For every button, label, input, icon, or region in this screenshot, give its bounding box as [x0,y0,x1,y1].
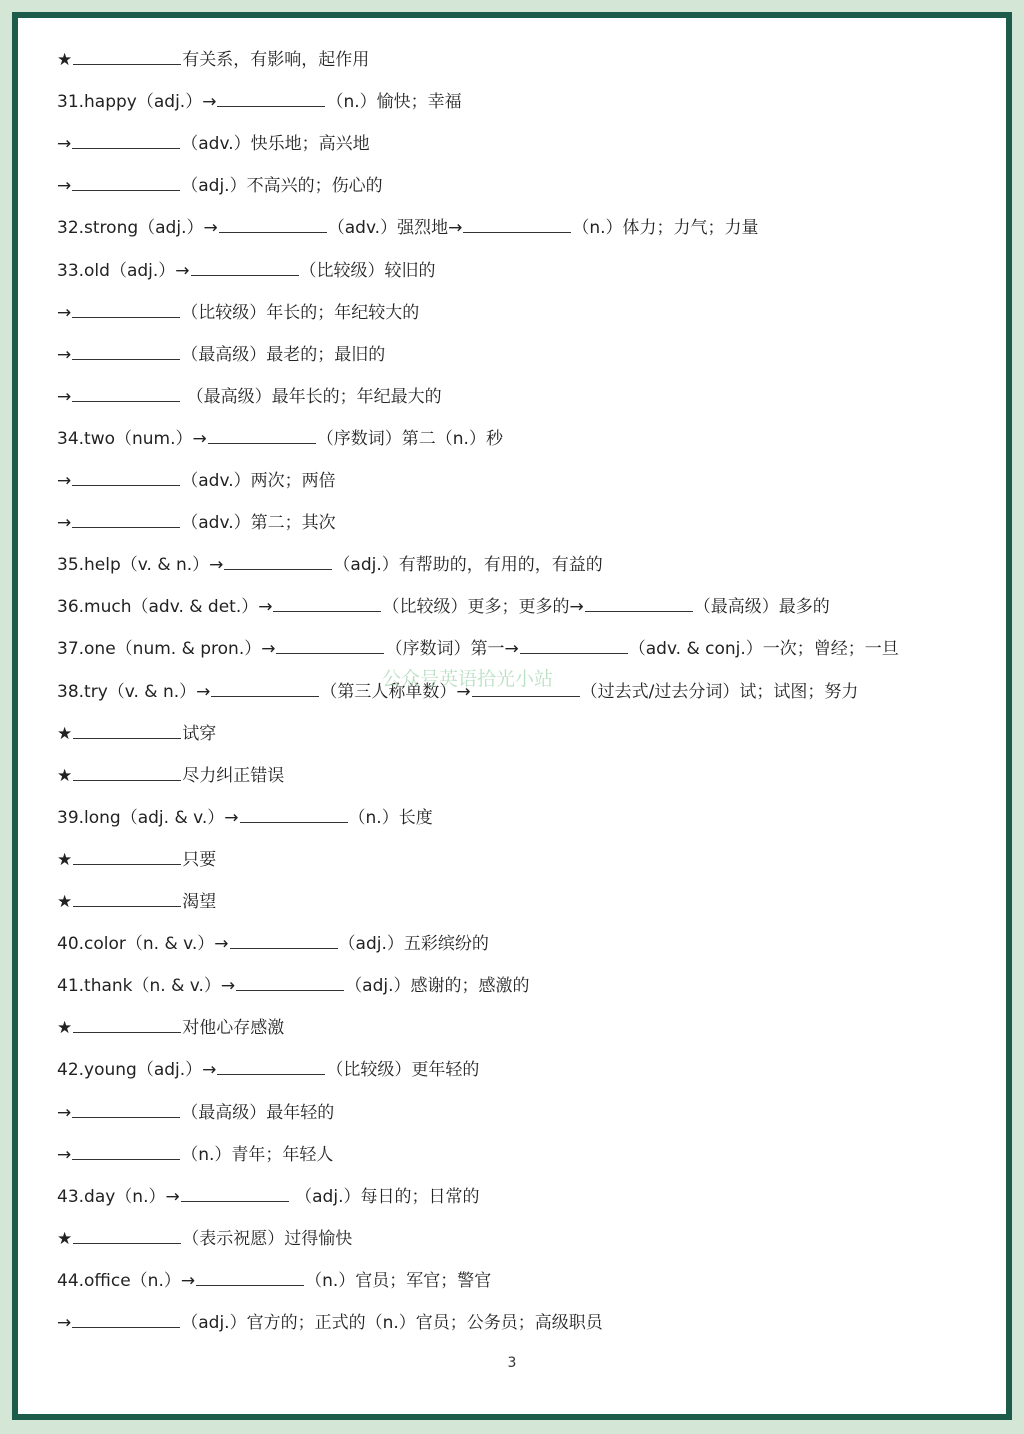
answer-blank[interactable] [217,88,325,107]
line-prefix: ★ [57,723,73,744]
exercise-line [57,341,385,369]
answer-blank[interactable] [72,130,180,149]
line-text: （序数词）第二（n.）秒 [316,428,503,449]
exercise-line [57,509,336,537]
line-text: （n.）青年；年轻人 [181,1144,334,1165]
line-text: （比较级）年长的；年纪较大的 [181,302,420,323]
answer-blank[interactable] [73,1014,181,1033]
answer-blank[interactable] [73,762,181,781]
answer-blank[interactable] [72,509,180,528]
line-text: （n.）愉快；幸福 [326,92,462,113]
line-text: 只要 [182,849,217,870]
answer-blank[interactable] [217,1056,325,1075]
exercise-line [57,467,336,495]
exercise-line [57,551,603,579]
answer-blank[interactable] [72,1099,180,1118]
answer-blank[interactable] [72,467,180,486]
line-text: （adv.）强烈地→ [327,218,463,239]
line-text: （过去式/过去分词）试；试图；努力 [580,681,859,702]
line-prefix: → [57,176,72,197]
answer-blank[interactable] [72,299,180,318]
line-prefix: → [57,1102,72,1123]
answer-blank[interactable] [196,1267,304,1286]
answer-blank[interactable] [72,172,180,191]
answer-blank[interactable] [72,1309,180,1328]
line-prefix: 40.color（n. & v.）→ [57,934,229,955]
exercise-line [57,888,216,916]
line-text: 渴望 [182,892,217,912]
exercise-line [57,804,433,832]
answer-blank[interactable] [520,635,628,654]
line-prefix: 38.try（v. & n.）→ [57,681,211,702]
line-text: （n.）长度 [348,807,433,828]
exercise-line [57,1099,334,1127]
answer-blank[interactable] [224,551,332,570]
line-prefix: 42.young（adj.）→ [57,1060,217,1081]
exercise-line [57,635,899,663]
line-text: （最高级）最年轻的 [181,1102,335,1123]
exercise-line [57,257,436,285]
answer-blank[interactable] [73,846,181,865]
exercise-line [57,1183,479,1211]
line-prefix: 31.happy（adj.）→ [57,92,217,113]
line-prefix: 41.thank（n. & v.）→ [57,976,236,997]
line-prefix: → [57,386,72,407]
answer-blank[interactable] [73,1225,181,1244]
exercise-line [57,299,419,327]
exercise-line [57,214,759,242]
line-text: 尽力纠正错误 [182,765,285,786]
line-text: （adv. & conj.）一次；曾经；一旦 [628,639,899,660]
line-text: （adj.）每日的；日常的 [289,1186,480,1207]
line-prefix: ★ [57,1018,73,1039]
line-text: 试穿 [182,723,217,744]
exercise-line [57,720,216,748]
answer-blank[interactable] [236,972,344,991]
line-prefix: → [57,471,72,491]
watermark: 公众号英语拾光小站 [382,668,554,690]
answer-blank[interactable] [72,383,180,402]
line-text: 有关系，有影响，起作用 [182,50,370,70]
answer-blank[interactable] [219,214,327,233]
line-prefix: → [57,134,72,155]
line-text: （adv.）第二；其次 [181,513,336,534]
line-prefix: 43.day（n.）→ [57,1186,180,1207]
line-prefix: 39.long（adj. & v.）→ [57,807,239,828]
line-text: （adj.）有帮助的，有用的，有益的 [333,555,603,576]
exercise-line [57,1267,491,1295]
answer-blank[interactable] [73,720,181,739]
exercise-line [57,1225,352,1253]
line-text: （比较级）较旧的 [299,260,436,281]
line-prefix: → [57,513,72,534]
exercise-line [57,88,462,116]
exercise-line [57,425,503,453]
line-prefix: 36.much（adv. & det.）→ [57,597,273,618]
exercise-line [57,846,216,874]
line-prefix: → [57,344,72,365]
line-prefix: 37.one（num. & pron.）→ [57,639,276,660]
answer-blank[interactable] [72,341,180,360]
exercise-line [57,1141,333,1169]
exercise-line [57,972,530,1000]
line-text: （第三人称单数）→ [320,681,471,702]
exercise-line [57,383,442,411]
line-text: （adj.）不高兴的；伤心的 [181,176,383,197]
exercise-line [57,1309,603,1337]
line-prefix: ★ [57,1228,73,1249]
exercise-line [57,593,830,621]
line-prefix: ★ [57,765,73,786]
line-prefix: ★ [57,892,73,912]
answer-blank[interactable] [208,425,316,444]
answer-blank[interactable] [73,888,181,907]
line-text: （adj.）五彩缤纷的 [338,934,489,955]
line-text: （n.）官员；军官；警官 [305,1270,492,1291]
exercise-line [57,1014,284,1042]
line-prefix: 32.strong（adj.）→ [57,218,218,239]
line-text: （adj.）官方的；正式的（n.）官员；公务员；高级职员 [181,1313,603,1333]
answer-blank[interactable] [73,46,181,65]
line-prefix: 44.office（n.）→ [57,1270,196,1291]
line-text: （adj.）感谢的；感激的 [345,976,530,997]
answer-blank[interactable] [463,214,571,233]
line-prefix: → [57,302,72,323]
exercise-line [57,172,383,200]
line-text: （最高级）最老的；最旧的 [181,344,386,365]
answer-blank[interactable] [72,1141,180,1160]
line-text: （比较级）更年轻的 [326,1060,480,1081]
exercise-line [57,1056,479,1084]
line-text: （表示祝愿）过得愉快 [182,1228,353,1249]
page-frame [12,12,1012,1420]
line-text: （比较级）更多；更多的→ [382,597,584,618]
line-prefix: ★ [57,849,73,870]
answer-blank[interactable] [585,593,693,612]
answer-blank[interactable] [191,257,299,276]
answer-blank[interactable] [240,804,348,823]
exercise-line [57,762,284,790]
page-number: 3 [507,1355,517,1371]
line-prefix: 33.old（adj.）→ [57,260,190,281]
line-text: （序数词）第一→ [385,639,519,660]
answer-blank[interactable] [211,678,319,697]
line-text: （最高级）最多的 [693,597,830,618]
exercise-line [57,130,370,158]
line-prefix: → [57,1313,72,1333]
answer-blank[interactable] [276,635,384,654]
line-text: （adv.）两次；两倍 [181,471,336,491]
line-text: （最高级）最年长的；年纪最大的 [181,386,442,407]
line-prefix: 34.two（num.）→ [57,428,207,449]
answer-blank[interactable] [273,593,381,612]
line-text: （adv.）快乐地；高兴地 [181,134,370,155]
line-prefix: ★ [57,50,73,70]
line-prefix: 35.help（v. & n.）→ [57,555,224,576]
line-prefix: → [57,1144,72,1165]
line-text: （n.）体力；力气；力量 [572,218,759,239]
line-text: 对他心存感激 [182,1018,285,1039]
answer-blank[interactable] [230,930,338,949]
answer-blank[interactable] [181,1183,289,1202]
exercise-line [57,46,369,74]
exercise-line [57,930,489,958]
